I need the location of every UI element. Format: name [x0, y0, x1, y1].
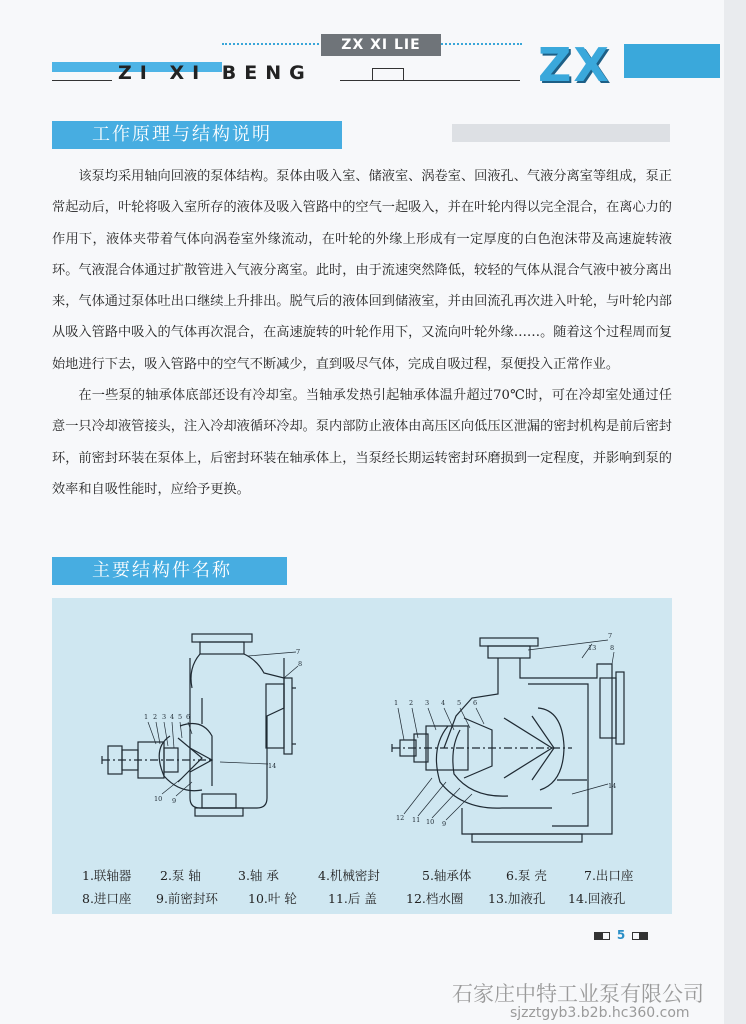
- diagram-label: 3: [425, 699, 430, 707]
- diagram-label: 7: [296, 648, 301, 656]
- legend-item: 6.泵 壳: [506, 868, 547, 883]
- diagram-label: 5: [178, 713, 183, 721]
- diagram-label: 3: [162, 713, 167, 721]
- diagram-label: 2: [409, 699, 414, 707]
- diagram-label: 4: [441, 699, 446, 707]
- watermark-url: sjzztgyb3.b2b.hc360.com: [510, 1005, 690, 1021]
- zx-logo: ZX: [538, 38, 611, 92]
- diagram-label: 7: [608, 632, 613, 640]
- legend-item: 1.联轴器: [82, 868, 132, 883]
- series-tag: ZX XI LIE: [321, 34, 441, 56]
- diagram-label: 8: [298, 660, 303, 668]
- legend-item: 5.轴承体: [422, 868, 472, 883]
- diagram-label: 14: [608, 782, 617, 790]
- watermark-company: 石家庄中特工业泵有限公司: [452, 982, 704, 1006]
- section-title-text: 工作原理与结构说明: [92, 124, 272, 145]
- diagram-label: 5: [457, 699, 462, 707]
- diagram-label: 11: [412, 816, 421, 824]
- legend-item: 12.档水圈: [406, 891, 464, 906]
- diagram-label: 13: [588, 644, 597, 652]
- legend-row: [82, 866, 660, 884]
- diagram-label: 9: [442, 820, 447, 828]
- page-marker-icon: [632, 932, 640, 940]
- diagram-label: 12: [396, 814, 405, 822]
- diagram-label: 14: [268, 762, 277, 770]
- brand-pinyin: ZI XI BENG: [118, 62, 313, 84]
- legend-item: 13.加液孔: [488, 891, 546, 906]
- section-title-parts: [52, 557, 287, 585]
- page-marker-icon: [640, 932, 648, 940]
- legend-item: 8.进口座: [82, 891, 132, 906]
- logo-bar: [624, 44, 720, 78]
- diagram-label: 9: [172, 797, 177, 805]
- page-number: [594, 928, 648, 942]
- legend-item: 7.出口座: [584, 868, 634, 883]
- diagram-label: 10: [154, 795, 163, 803]
- legend-item: 10.叶 轮: [248, 891, 297, 906]
- header-rule-left: [52, 80, 112, 81]
- paragraph: 该泵均采用轴向回液的泵体结构。泵体由吸入室、储液室、涡卷室、回液孔、气液分离室等组成，泵正常起动后，叶轮将吸入室所存的液体及吸入管路中的空气一起吸入，并在叶轮内得以完全混合，在离心力的作用下，液体夹带着气体向涡卷室外缘流动，在叶轮的外缘上形成有一定厚度的白色泡沫带及高速旋转液环。气液混合体通过扩散管进入气液分离室。此时，由于流速突然降低，较轻的气体从混合气液中被分离出来，气体通过泵体吐出口继续上升排出。脱气后的液体回到储液室，并由回流孔再次进入叶轮，与叶轮内部从吸入管路中吸入的气体再次混合，在高速旋转的叶轮作用下，又流向叶轮外缘……。随着这个过程周而复始地进行下去，吸入管路中的空气不断减少，直到吸尽气体，完成自吸过程，泵便投入正常作业。: [52, 169, 672, 372]
- legend-item: 3.轴 承: [238, 868, 279, 883]
- diagram-label: 6: [473, 699, 478, 707]
- diagram-label: 2: [153, 713, 158, 721]
- paragraph: 在一些泵的轴承体底部还设有冷却室。当轴承发热引起轴承体温升超过70℃时，可在冷却室处通过任意一只冷却液管接头，注入冷却液循环冷却。泵内部防止液体由高压区向低压区泄漏的密封机构是前后密封环，前密封环装在泵体上，后密封环装在轴承体上，当泵经长期运转密封环磨损到一定程度，并影响到泵的效率和自吸性能时，应给予更换。: [52, 388, 672, 497]
- legend-item: 9.前密封环: [156, 891, 218, 906]
- left-pump-drawing: [102, 634, 296, 816]
- header-rule-right: [340, 80, 520, 81]
- diagram-label: 1: [144, 713, 149, 721]
- page-marker-icon: [594, 932, 602, 940]
- header-rule-tab: [372, 68, 404, 80]
- page-edge: [724, 0, 746, 1024]
- diagram-label: 6: [186, 713, 191, 721]
- page-marker-icon: [602, 932, 610, 940]
- legend-row: [82, 889, 648, 907]
- diagram-label: 1: [394, 699, 399, 707]
- page-number-text: 5: [616, 928, 626, 942]
- section-title-text: 主要结构件名称: [92, 560, 232, 581]
- legend-item: 2.泵 轴: [160, 868, 201, 883]
- diagram-label: 4: [170, 713, 175, 721]
- legend-item: 4.机械密封: [318, 868, 380, 883]
- section-title-principle: [52, 121, 342, 149]
- pump-structure-figure: [52, 598, 672, 914]
- right-pump-drawing: [392, 638, 624, 842]
- legend-item: 14.回液孔: [568, 891, 626, 906]
- diagram-label: 10: [426, 818, 435, 826]
- diagram-label: 8: [610, 644, 615, 652]
- section-title-shadow: [452, 124, 670, 142]
- principle-text: [52, 161, 672, 505]
- legend-item: 11.后 盖: [328, 891, 377, 906]
